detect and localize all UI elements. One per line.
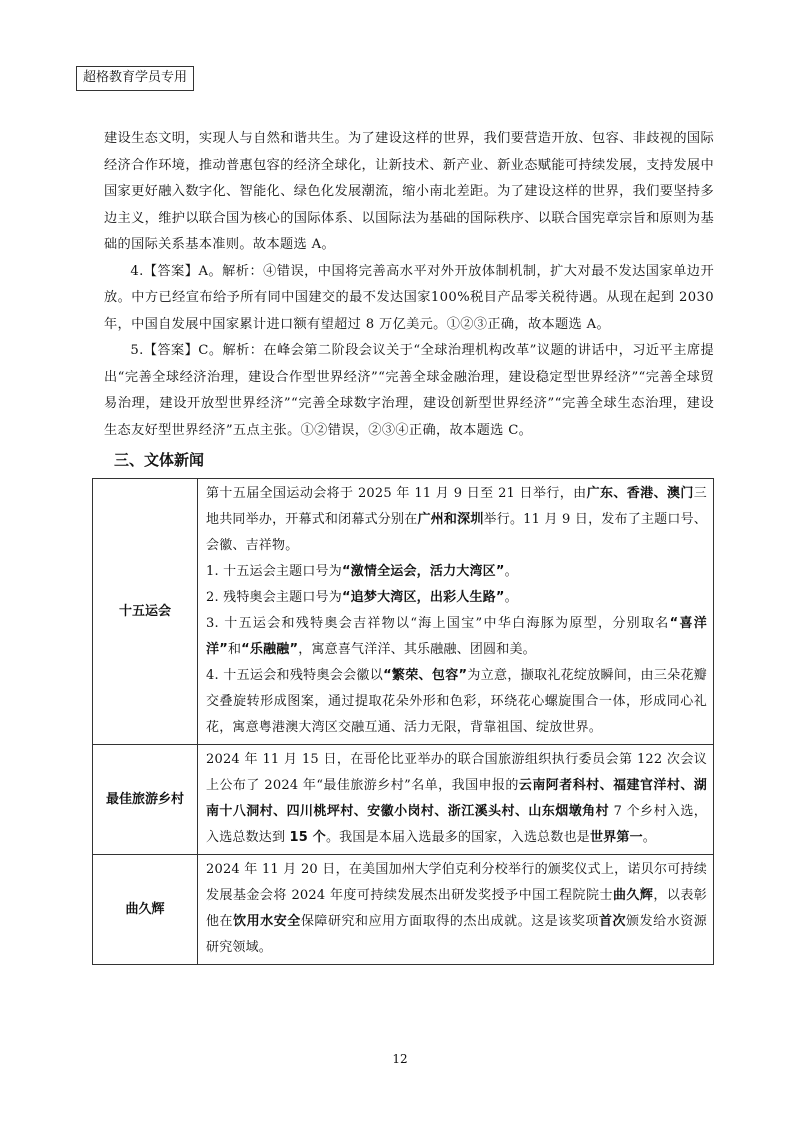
topic-cell: 最佳旅游乡村 — [93, 745, 198, 855]
content-cell: 2024 年 11 月 15 日，在哥伦比亚举办的联合国旅游组织执行委员会第 122 次会议上公布了 2024 年“最佳旅游乡村”名单，我国申报的云南阿者科村、福建官洋村、湖南十八洞村、四川桃坪村、安徽小岗村、浙江溪头村、山东烟墩角村 7 个乡村入选，入选总数达到 15 个。我国是本届入选最多的国家，入选总数也是世界第一。 — [198, 745, 714, 855]
page-content — [104, 126, 714, 965]
paragraph-1: 建设生态文明，实现人与自然和谐共生。为了建设这样的世界，我们要营造开放、包容、非歧视的国际经济合作环境，推动普惠包容的经济全球化，让新技术、新产业、新业态赋能可持续发展，支持发展中国家更好融入数字化、智能化、绿色化发展潮流，缩小南北差距。为了建设这样的世界，我们要坚持多边主义，维护以联合国为核心的国际体系、以国际法为基础的国际秩序、以联合国宪章宗旨和原则为基础的国际关系基本准则。故本题选 A。 — [104, 131, 714, 252]
row1-intro: 第十五届全国运动会将于 2025 年 11 月 9 日至 21 日举行，由广东、香港、澳门三地共同举办，开幕式和闭幕式分别在广州和深圳举行。11 月 9 日，发布了主题口号、会徽、吉祥物。 — [206, 486, 707, 553]
news-table — [92, 478, 714, 965]
topic-cell: 十五运会 — [93, 479, 198, 745]
topic-cell: 曲久辉 — [93, 855, 198, 965]
paragraph-answer-5: 5.【答案】C。解析：在峰会第二阶段会议关于“全球治理机构改革”议题的讲话中，习近平主席提出“完善全球经济治理，建设合作型世界经济”“完善全球金融治理，建设稳定型世界经济”“完善全球贸易治理，建设开放型世界经济”“完善全球数字治理，建设创新型世界经济”“完善全球生态治理，建设生态友好型世界经济”五点主张。①②错误，②③④正确，故本题选 C。 — [104, 343, 714, 438]
table-row — [93, 745, 714, 855]
header-badge: 超格教育学员专用 — [76, 66, 194, 91]
content-cell — [198, 479, 714, 745]
row1-item-4: 4. 十五运会和残特奥会会徽以“繁荣、包容”为立意，撷取礼花绽放瞬间，由三朵花瓣交叠旋转形成图案，通过提取花朵外形和色彩，环绕花心螺旋围合一体，形成同心礼花，寓意粤港澳大湾区交融互通、活力无限，背靠祖国、绽放世界。 — [206, 668, 707, 735]
row1-item-3: 3. 十五运会和残特奥会吉祥物以“海上国宝”中华白海豚为原型，分别取名“喜洋洋”和“乐融融”，寓意喜气洋洋、其乐融融、团圆和美。 — [206, 616, 707, 657]
section-title: 三、文体新闻 — [114, 451, 205, 469]
row1-item-2: 2. 残特奥会主题口号为“追梦大湾区，出彩人生路”。 — [206, 590, 518, 605]
row1-item-1: 1. 十五运会主题口号为“激情全运会，活力大湾区”。 — [206, 564, 518, 579]
page-number: 12 — [392, 1052, 408, 1066]
content-cell: 2024 年 11 月 20 日，在美国加州大学伯克利分校举行的颁奖仪式上，诺贝尔可持续发展基金会将 2024 年度可持续发展杰出研发奖授予中国工程院院士曲久辉，以表彰他在饮用水安全保障研究和应用方面取得的杰出成就。这是该奖项首次颁发给水资源研究领域。 — [198, 855, 714, 965]
table-row — [93, 479, 714, 745]
table-row — [93, 855, 714, 965]
paragraph-answer-4: 4.【答案】A。解析：④错误，中国将完善高水平对外开放体制机制，扩大对最不发达国家单边开放。中方已经宣布给予所有同中国建交的最不发达国家100%税目产品零关税待遇。从现在起到 2030 年，中国自发展中国家累计进口额有望超过 8 万亿美元。①②③正确，故本题选 A。 — [104, 263, 714, 332]
